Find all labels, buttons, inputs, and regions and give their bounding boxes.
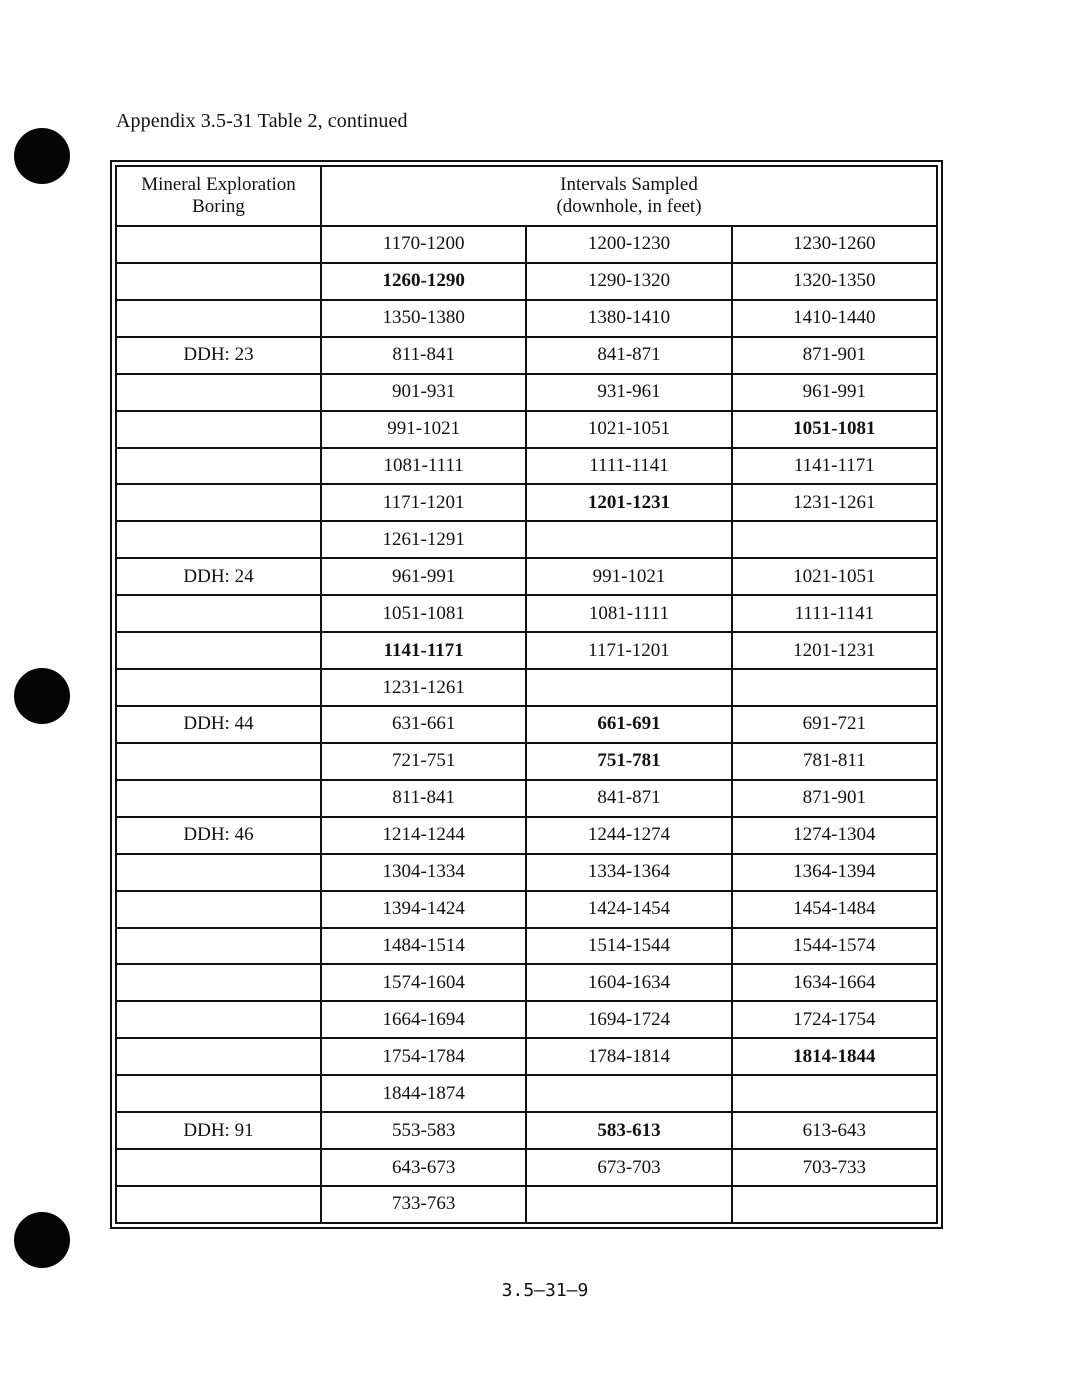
table-row: [116, 817, 937, 854]
interval-cell-1: 1141-1171: [321, 632, 526, 669]
interval-cell-3: 1021-1051: [732, 558, 937, 595]
table-row: [116, 669, 937, 706]
interval-cell-2: 1201-1231: [526, 484, 731, 521]
boring-cell: [116, 595, 321, 632]
table-row: [116, 891, 937, 928]
table-row: [116, 1186, 937, 1223]
interval-cell-3: 781-811: [732, 743, 937, 780]
boring-cell: [116, 374, 321, 411]
boring-cell: [116, 300, 321, 337]
interval-cell-2: 1694-1724: [526, 1001, 731, 1038]
interval-cell-3: 1634-1664: [732, 964, 937, 1001]
interval-cell-1: 1260-1290: [321, 263, 526, 300]
interval-cell-1: 901-931: [321, 374, 526, 411]
page-number: 3.5–31–9: [501, 1280, 589, 1301]
boring-cell: [116, 1075, 321, 1112]
interval-cell-3: 703-733: [732, 1149, 937, 1186]
interval-cell-3: 1111-1141: [732, 595, 937, 632]
interval-cell-2: 1244-1274: [526, 817, 731, 854]
table-row: [116, 706, 937, 743]
interval-cell-2: 1380-1410: [526, 300, 731, 337]
interval-cell-2: 1424-1454: [526, 891, 731, 928]
interval-cell-2: 661-691: [526, 706, 731, 743]
interval-cell-3: 871-901: [732, 337, 937, 374]
interval-cell-2: [526, 1075, 731, 1112]
boring-cell: [116, 484, 321, 521]
interval-cell-2: 931-961: [526, 374, 731, 411]
interval-cell-2: [526, 1186, 731, 1223]
boring-cell: [116, 1038, 321, 1075]
interval-cell-2: 1334-1364: [526, 854, 731, 891]
table-row: [116, 1075, 937, 1112]
boring-cell: [116, 780, 321, 817]
interval-cell-3: 1141-1171: [732, 448, 937, 485]
boring-cell: [116, 669, 321, 706]
table-row: [116, 1149, 937, 1186]
boring-cell: DDH: 91: [116, 1112, 321, 1149]
boring-cell: [116, 521, 321, 558]
interval-cell-1: 811-841: [321, 780, 526, 817]
header-boring: [116, 166, 321, 226]
header-intervals-line1: Intervals Sampled: [560, 174, 698, 195]
interval-cell-2: 1200-1230: [526, 226, 731, 263]
binder-hole-top: [14, 128, 70, 184]
interval-cell-3: 1320-1350: [732, 263, 937, 300]
table-row: [116, 300, 937, 337]
table-row: [116, 411, 937, 448]
interval-cell-1: 1170-1200: [321, 226, 526, 263]
header-boring-line1: Mineral Exploration: [141, 174, 296, 195]
boring-cell: [116, 928, 321, 965]
interval-cell-2: 1784-1814: [526, 1038, 731, 1075]
table-row: [116, 337, 937, 374]
table-row: [116, 226, 937, 263]
interval-cell-1: 811-841: [321, 337, 526, 374]
boring-cell: DDH: 44: [116, 706, 321, 743]
interval-cell-2: [526, 669, 731, 706]
interval-cell-1: 1231-1261: [321, 669, 526, 706]
interval-cell-3: [732, 1075, 937, 1112]
boring-cell: [116, 263, 321, 300]
interval-cell-1: 1304-1334: [321, 854, 526, 891]
boring-cell: [116, 1149, 321, 1186]
interval-cell-2: 1111-1141: [526, 448, 731, 485]
interval-cell-2: 673-703: [526, 1149, 731, 1186]
interval-cell-3: 1724-1754: [732, 1001, 937, 1038]
interval-cell-1: 1574-1604: [321, 964, 526, 1001]
interval-cell-1: 991-1021: [321, 411, 526, 448]
interval-cell-1: 1171-1201: [321, 484, 526, 521]
boring-cell: DDH: 46: [116, 817, 321, 854]
intervals-table-frame: [110, 160, 943, 1229]
interval-cell-3: 961-991: [732, 374, 937, 411]
interval-cell-2: 1514-1544: [526, 928, 731, 965]
boring-cell: [116, 964, 321, 1001]
interval-cell-1: 1754-1784: [321, 1038, 526, 1075]
interval-cell-3: 1051-1081: [732, 411, 937, 448]
boring-cell: [116, 632, 321, 669]
interval-cell-1: 1664-1694: [321, 1001, 526, 1038]
header-boring-line2: Boring: [192, 196, 245, 217]
interval-cell-1: 1214-1244: [321, 817, 526, 854]
table-row: [116, 558, 937, 595]
table-row: [116, 780, 937, 817]
interval-cell-3: [732, 669, 937, 706]
interval-cell-3: 1201-1231: [732, 632, 937, 669]
interval-cell-1: 1261-1291: [321, 521, 526, 558]
interval-cell-3: 871-901: [732, 780, 937, 817]
table-row: [116, 521, 937, 558]
header-intervals: [321, 166, 937, 226]
boring-cell: [116, 411, 321, 448]
interval-cell-3: 1410-1440: [732, 300, 937, 337]
interval-cell-1: 1394-1424: [321, 891, 526, 928]
table-row: [116, 484, 937, 521]
boring-cell: [116, 226, 321, 263]
boring-cell: [116, 1186, 321, 1223]
interval-cell-2: 751-781: [526, 743, 731, 780]
interval-cell-2: 1171-1201: [526, 632, 731, 669]
interval-cell-1: 643-673: [321, 1149, 526, 1186]
table-row: [116, 928, 937, 965]
interval-cell-3: 613-643: [732, 1112, 937, 1149]
intervals-table: [115, 165, 938, 1224]
interval-cell-1: 733-763: [321, 1186, 526, 1223]
interval-cell-2: 1021-1051: [526, 411, 731, 448]
interval-cell-1: 1350-1380: [321, 300, 526, 337]
interval-cell-2: 991-1021: [526, 558, 731, 595]
interval-cell-3: 1544-1574: [732, 928, 937, 965]
binder-hole-middle: [14, 668, 70, 724]
table-row: [116, 595, 937, 632]
boring-cell: [116, 891, 321, 928]
table-row: [116, 1001, 937, 1038]
interval-cell-1: 721-751: [321, 743, 526, 780]
table-row: [116, 263, 937, 300]
interval-cell-1: 631-661: [321, 706, 526, 743]
table-row: [116, 1038, 937, 1075]
table-row: [116, 374, 937, 411]
table-row: [116, 632, 937, 669]
table-row: [116, 1112, 937, 1149]
interval-cell-1: 961-991: [321, 558, 526, 595]
interval-cell-3: 1454-1484: [732, 891, 937, 928]
table-row: [116, 448, 937, 485]
page-title: Appendix 3.5-31 Table 2, continued: [116, 110, 408, 132]
table-row: [116, 964, 937, 1001]
boring-cell: [116, 743, 321, 780]
interval-cell-3: 691-721: [732, 706, 937, 743]
interval-cell-1: 1484-1514: [321, 928, 526, 965]
binder-hole-bottom: [14, 1212, 70, 1268]
header-intervals-line2: (downhole, in feet): [556, 196, 702, 217]
boring-cell: DDH: 24: [116, 558, 321, 595]
boring-cell: [116, 1001, 321, 1038]
interval-cell-1: 1051-1081: [321, 595, 526, 632]
interval-cell-3: 1230-1260: [732, 226, 937, 263]
interval-cell-2: 1290-1320: [526, 263, 731, 300]
boring-cell: [116, 854, 321, 891]
interval-cell-2: 841-871: [526, 780, 731, 817]
interval-cell-1: 1844-1874: [321, 1075, 526, 1112]
interval-cell-2: 841-871: [526, 337, 731, 374]
interval-cell-2: 1081-1111: [526, 595, 731, 632]
interval-cell-2: [526, 521, 731, 558]
table-header-row: [116, 166, 937, 226]
boring-cell: DDH: 23: [116, 337, 321, 374]
interval-cell-2: 1604-1634: [526, 964, 731, 1001]
interval-cell-3: [732, 521, 937, 558]
interval-cell-3: [732, 1186, 937, 1223]
interval-cell-3: 1274-1304: [732, 817, 937, 854]
interval-cell-1: 1081-1111: [321, 448, 526, 485]
interval-cell-1: 553-583: [321, 1112, 526, 1149]
table-row: [116, 854, 937, 891]
table-row: [116, 743, 937, 780]
interval-cell-3: 1364-1394: [732, 854, 937, 891]
interval-cell-2: 583-613: [526, 1112, 731, 1149]
interval-cell-3: 1814-1844: [732, 1038, 937, 1075]
interval-cell-3: 1231-1261: [732, 484, 937, 521]
boring-cell: [116, 448, 321, 485]
